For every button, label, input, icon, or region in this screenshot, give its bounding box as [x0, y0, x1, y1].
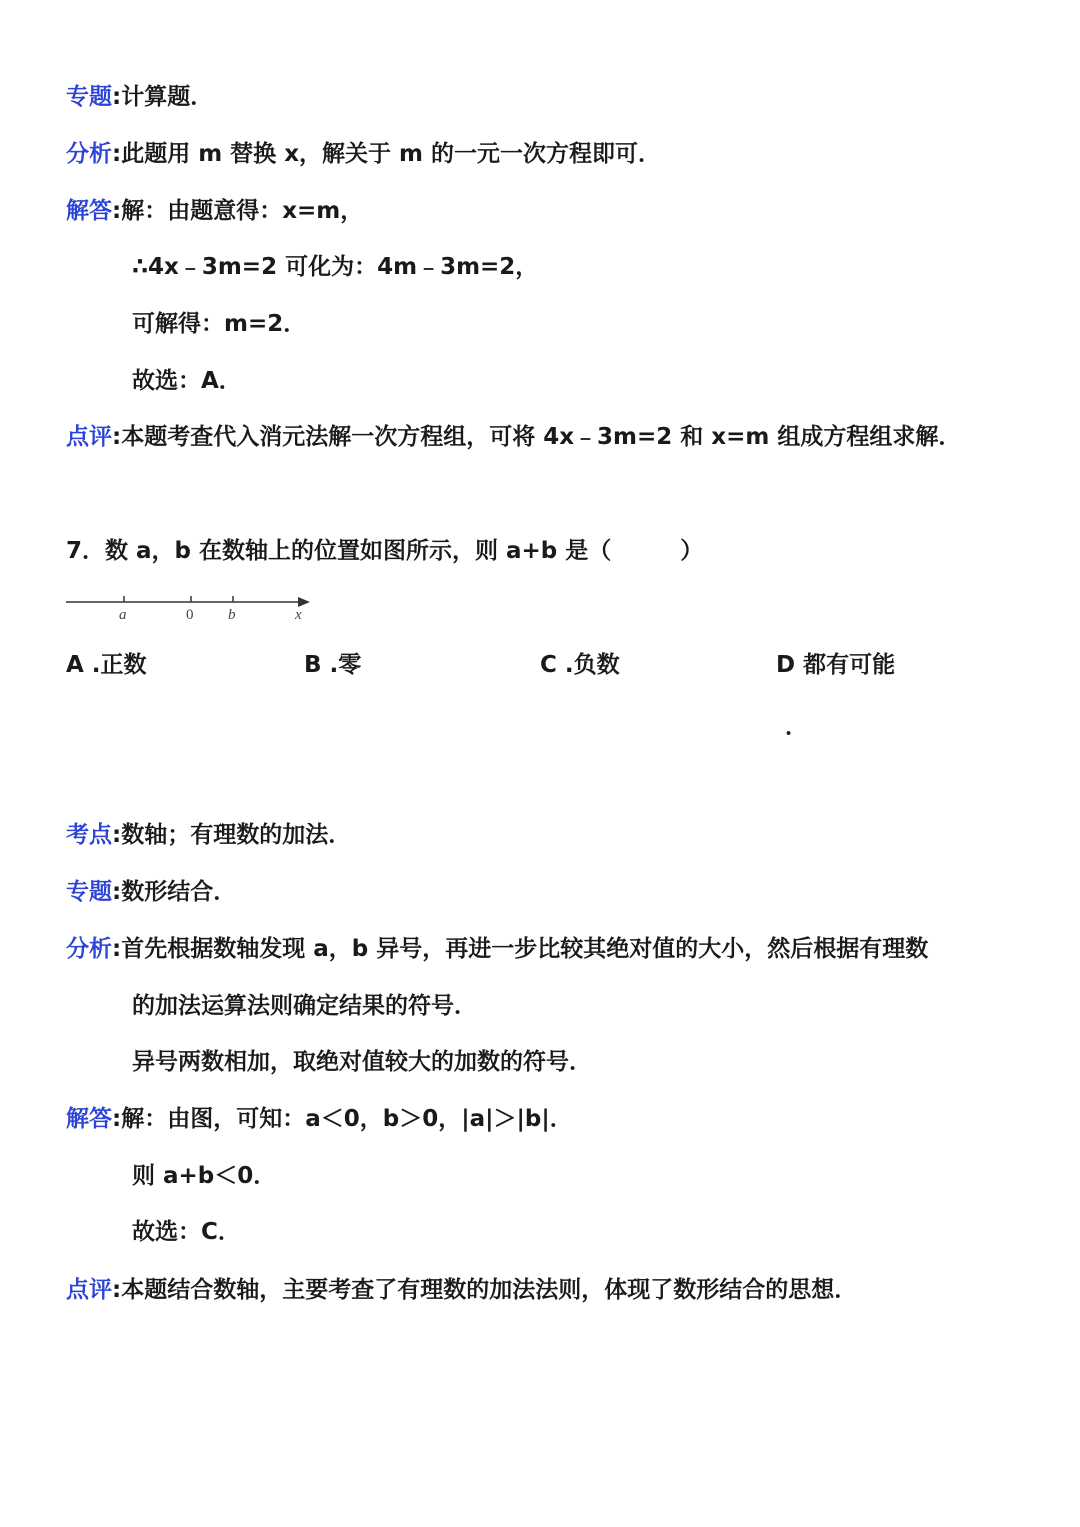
kaodian-text: 数轴；有理数的加法．: [121, 822, 352, 848]
jieda-line: 解：由图，可知：a＜0，b＞0，|a|＞|b|．: [121, 1106, 573, 1132]
zhuanti-label: 专题: [66, 879, 112, 905]
jieda-line: 解：由题意得：x=m，: [121, 198, 364, 224]
axis-label-b: b: [228, 607, 236, 623]
dianping-text: 本题结合数轴，主要考查了有理数的加法法则，体现了数形结合的思想．: [121, 1277, 858, 1303]
zhuanti-row: [66, 877, 236, 907]
jieda-line: 则 a+b＜0．: [132, 1163, 277, 1189]
fenxi-row: [66, 934, 928, 964]
option-c[interactable]: C .负数: [540, 652, 620, 678]
number-line-figure: [66, 592, 326, 626]
option-d[interactable]: D 都有可能: [776, 652, 896, 678]
axis-label-a: a: [119, 607, 127, 623]
fenxi-line: 首先根据数轴发现 a，b 异号，再进一步比较其绝对值的大小，然后根据有理数: [121, 936, 929, 962]
prev-dianping-row: [66, 422, 961, 452]
dianping-text: 本题考查代入消元法解一次方程组，可将 4x﹣3m=2 和 x=m 组成方程组求解．: [121, 424, 962, 450]
label-sep: :: [112, 84, 122, 110]
jieda-line: 故选：C．: [132, 1219, 241, 1245]
label-sep: :: [112, 822, 122, 848]
fenxi-line: 异号两数相加，取绝对值较大的加数的符号．: [132, 1049, 592, 1075]
zhuanti-text: 数形结合．: [121, 879, 237, 905]
label-sep: :: [112, 879, 122, 905]
fenxi-text: 此题用 m 替换 x，解关于 m 的一元一次方程即可．: [121, 141, 662, 167]
axis-arrow-icon: [298, 597, 310, 607]
prev-jieda-row: [66, 196, 363, 226]
jieda-label: 解答: [66, 198, 112, 224]
jieda-row: [66, 1104, 573, 1134]
dianping-row: [66, 1275, 857, 1305]
dianping-label: 点评: [66, 1277, 112, 1303]
option-d-dot: ．: [785, 714, 808, 740]
zhuanti-label: 专题: [66, 84, 112, 110]
axis-label-zero: 0: [186, 607, 194, 623]
jieda-label: 解答: [66, 1106, 112, 1132]
fenxi-label: 分析: [66, 936, 112, 962]
label-sep: :: [112, 424, 122, 450]
label-sep: :: [112, 1106, 122, 1132]
label-sep: :: [112, 141, 122, 167]
option-a[interactable]: A .正数: [66, 652, 147, 678]
option-b[interactable]: B .零: [304, 652, 362, 678]
dianping-label: 点评: [66, 424, 112, 450]
label-sep: :: [112, 198, 122, 224]
label-sep: :: [112, 936, 122, 962]
kaodian-row: [66, 820, 351, 850]
kaodian-label: 考点: [66, 822, 112, 848]
zhuanti-text: 计算题．: [121, 84, 214, 110]
fenxi-line: 的加法运算法则确定结果的符号．: [132, 993, 477, 1019]
jieda-line: 故选：A．: [132, 368, 242, 394]
axis-label-x: x: [295, 607, 302, 623]
question-stem: 7．数 a，b 在数轴上的位置如图所示，则 a+b 是（ ）: [66, 538, 704, 564]
jieda-line: 可解得：m=2．: [132, 311, 307, 337]
prev-zhuanti-row: [66, 82, 213, 112]
label-sep: :: [112, 1277, 122, 1303]
prev-fenxi-row: [66, 139, 661, 169]
jieda-line: ∴4x﹣3m=2 可化为：4m﹣3m=2，: [132, 254, 539, 280]
fenxi-label: 分析: [66, 141, 112, 167]
